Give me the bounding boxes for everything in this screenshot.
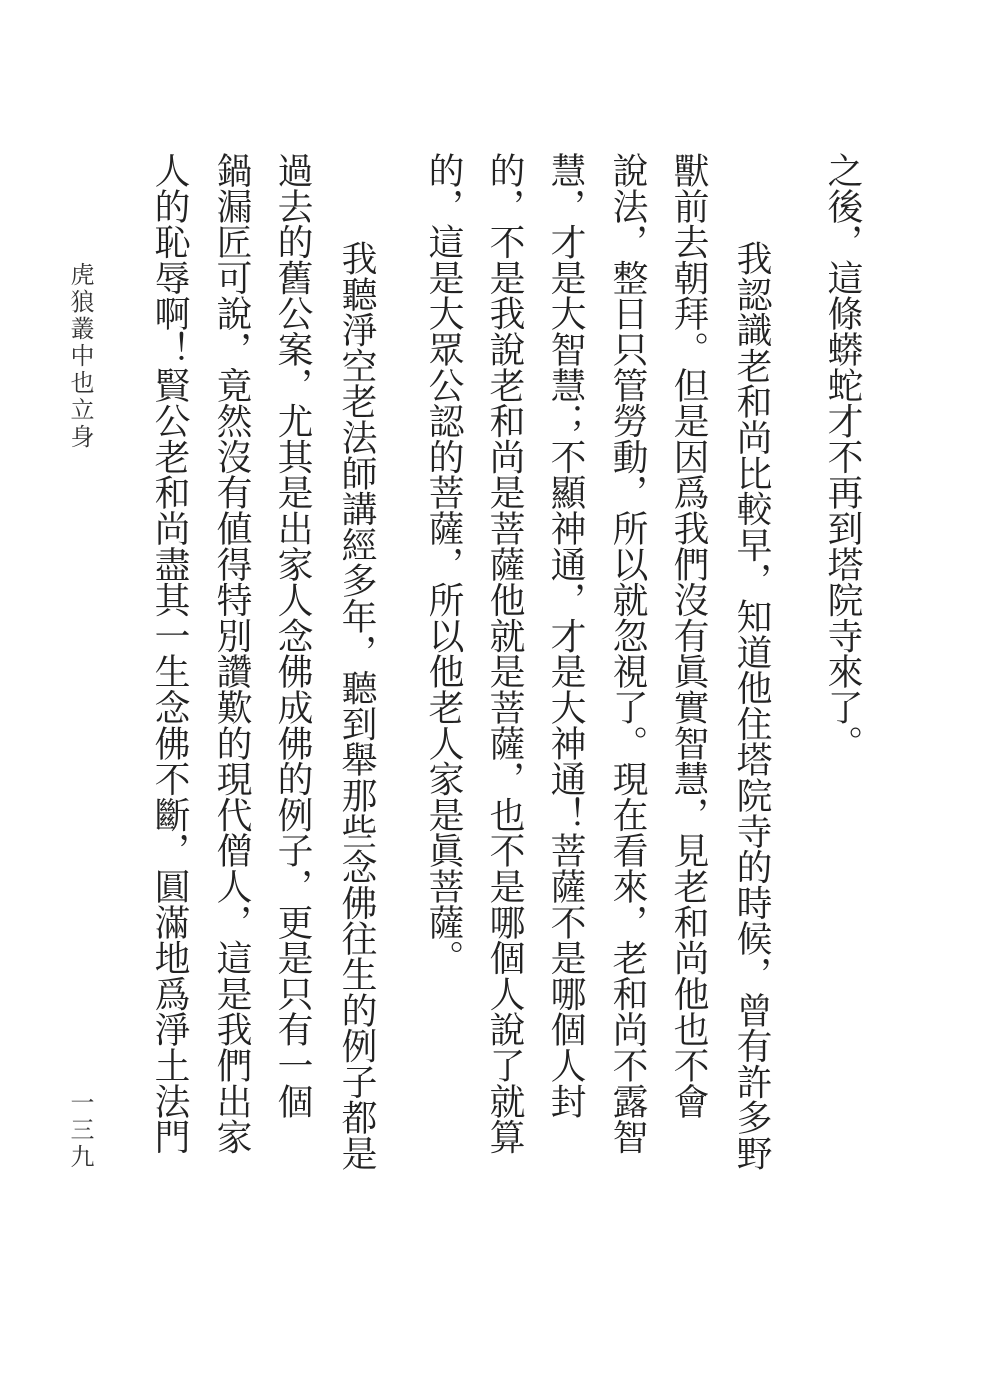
text-column-4: 說法，整日只管勞動，所以就忽視了。現在看來，老和尚不露智 bbox=[607, 152, 648, 1155]
text-column-10: 鍋漏匠可說，竟然沒有値得特別讚歎的現代僧人，這是我們出家 bbox=[211, 152, 252, 1155]
text-column-9: 過去的舊公案，尤其是出家人念佛成佛的例子，更是只有一個 bbox=[272, 152, 313, 1119]
text-column-2: 我認識老和尚比較早，知道他住塔院寺的時候，曾有許多野 bbox=[731, 240, 772, 1171]
text-column-8: 我聽淨空老法師講經多年，聽到舉那些念佛往生的例子都是 bbox=[336, 240, 377, 1171]
page-number: 一三九 bbox=[66, 1090, 94, 1171]
text-column-5: 慧，才是大智慧；不顯神通，才是大神通！菩薩不是哪個人封 bbox=[545, 152, 586, 1119]
text-column-3: 獸前去朝拜。但是因爲我們沒有眞實智慧，見老和尚他也不會 bbox=[668, 152, 709, 1119]
text-column-6: 的，不是我說老和尚是菩薩他就是菩薩，也不是哪個人說了就算 bbox=[484, 152, 525, 1155]
text-column-7: 的，這是大眾公認的菩薩，所以他老人家是眞菩薩。 bbox=[423, 152, 464, 976]
text-column-11: 人的恥辱啊！賢公老和尚盡其一生念佛不斷，圓滿地爲淨土法門 bbox=[149, 152, 190, 1155]
text-column-1: 之後，這條蟒蛇才不再到塔院寺來了。 bbox=[822, 152, 863, 761]
running-header: 虎狼叢中也立身 bbox=[66, 262, 94, 451]
